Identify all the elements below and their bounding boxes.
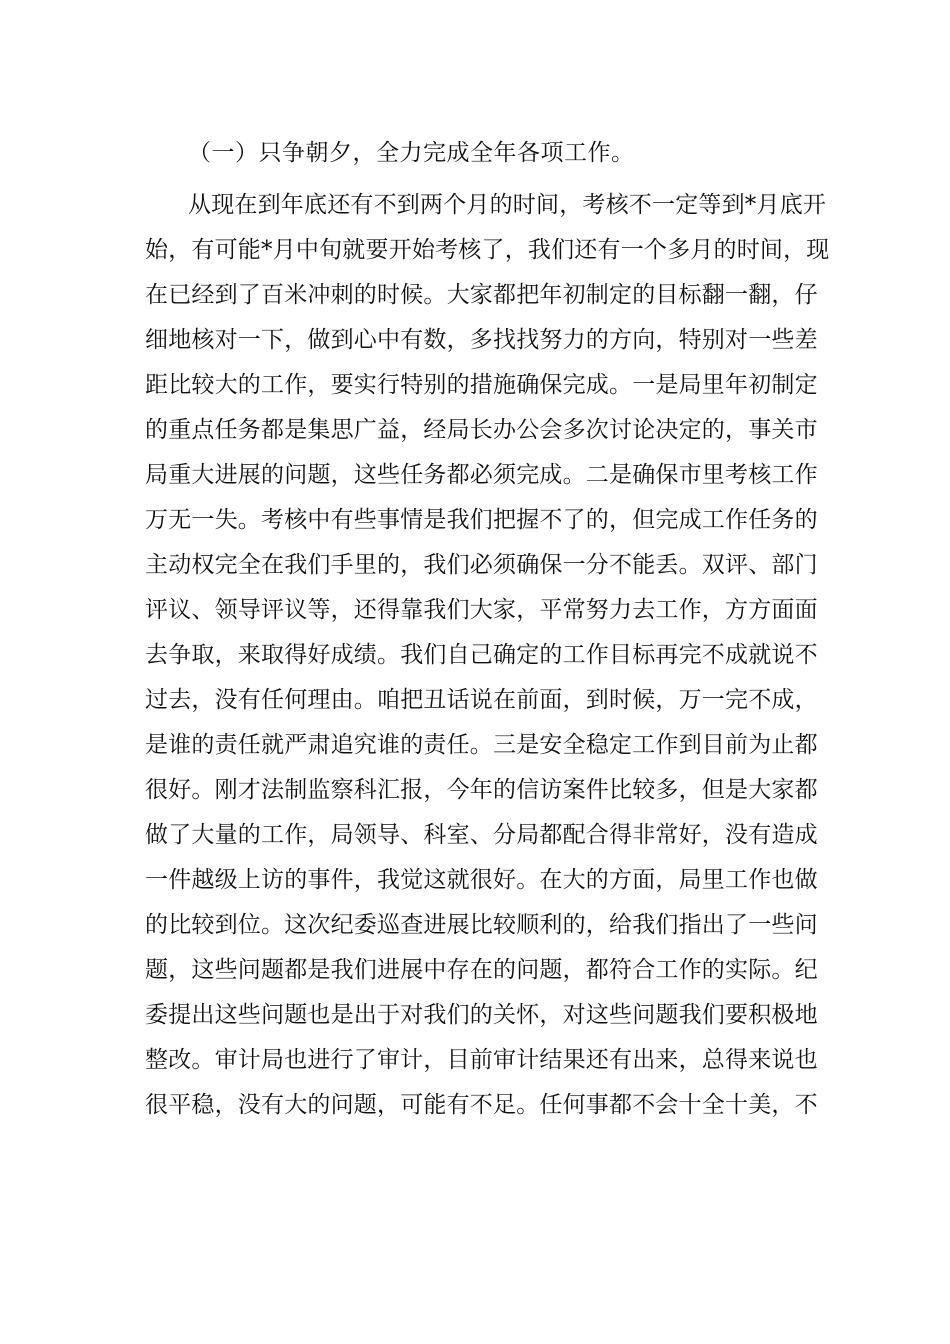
- paragraph-line-14: 很好。刚才法制监察科汇报，今年的信访案件比较多，但是大家都: [145, 777, 818, 803]
- paragraph-line-9: 主动权完全在我们手里的，我们必须确保一分不能丢。双评、部门: [145, 552, 818, 578]
- paragraph-line-3: 在已经到了百米冲刺的时候。大家都把年初制定的目标翻一翻，仔: [145, 282, 818, 308]
- paragraph-line-10: 评议、领导评议等，还得靠我们大家，平常努力去工作，方方面面: [145, 597, 818, 623]
- paragraph-line-6: 的重点任务都是集思广益，经局长办公会多次讨论决定的，事关市: [145, 417, 818, 443]
- paragraph-line-17: 的比较到位。这次纪委巡查进展比较顺利的，给我们指出了一些问: [145, 912, 818, 938]
- paragraph-line-5: 距比较大的工作，要实行特别的措施确保完成。一是局里年初制定: [145, 372, 818, 398]
- paragraph-line-20: 整改。审计局也进行了审计，目前审计结果还有出来，总得来说也: [145, 1047, 818, 1073]
- paragraph-line-12: 过去，没有任何理由。咱把丑话说在前面，到时候，万一完不成，: [145, 687, 818, 713]
- paragraph-line-21: 很平稳，没有大的问题，可能有不足。任何事都不会十全十美，不: [145, 1092, 818, 1118]
- paragraph-line-2: 始，有可能*月中旬就要开始考核了，我们还有一个多月的时间，现: [145, 237, 830, 263]
- paragraph-line-7: 局重大进展的问题，这些任务都必须完成。二是确保市里考核工作: [145, 462, 818, 488]
- paragraph-line-11: 去争取，来取得好成绩。我们自己确定的工作目标再完不成就说不: [145, 642, 818, 668]
- paragraph-line-19: 委提出这些问题也是出于对我们的关怀，对这些问题我们要积极地: [145, 1002, 818, 1028]
- paragraph-line-4: 细地核对一下，做到心中有数，多找找努力的方向，特别对一些差: [145, 327, 818, 353]
- paragraph-line-16: 一件越级上访的事件，我觉这就很好。在大的方面，局里工作也做: [145, 867, 818, 893]
- paragraph-line-18: 题，这些问题都是我们进展中存在的问题，都符合工作的实际。纪: [145, 957, 818, 983]
- paragraph-line-8: 万无一失。考核中有些事情是我们把握不了的，但完成工作任务的: [145, 507, 818, 533]
- section-heading: （一）只争朝夕，全力完成全年各项工作。: [188, 140, 635, 166]
- paragraph-line-15: 做了大量的工作，局领导、科室、分局都配合得非常好，没有造成: [145, 822, 818, 848]
- paragraph-line-13: 是谁的责任就严肃追究谁的责任。三是安全稳定工作到目前为止都: [145, 732, 818, 758]
- paragraph-line-1: 从现在到年底还有不到两个月的时间，考核不一定等到*月底开: [188, 192, 827, 218]
